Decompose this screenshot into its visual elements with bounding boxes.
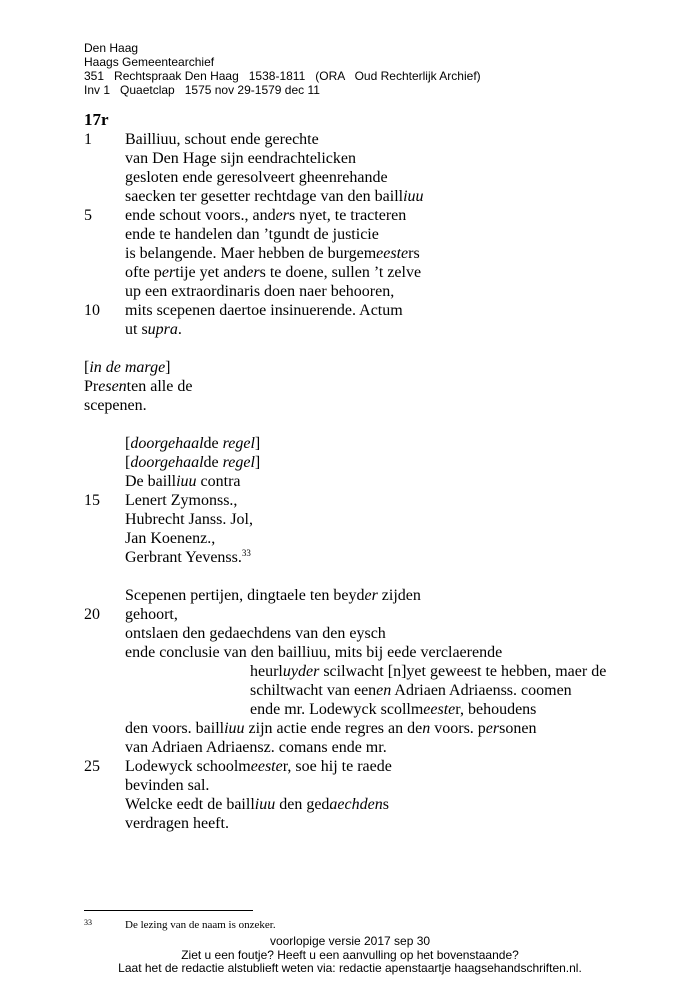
text-segment: de <box>203 454 223 471</box>
transcription-line <box>84 662 664 681</box>
text-segment: gesloten ende geresolveert gheenrehande <box>125 169 388 186</box>
text-segment: van Den Hage sijn eendrachtelicken <box>125 150 357 167</box>
blank-line <box>84 415 664 434</box>
line-text <box>84 377 192 396</box>
text-segment: s nyet, te tracteren <box>288 207 407 224</box>
line-number: 10 <box>84 302 100 319</box>
expanded-abbreviation: n <box>422 720 431 737</box>
text-segment: ten alle de <box>126 378 193 395</box>
transcription-line <box>84 263 664 282</box>
text-segment: zijn actie ende regres an de <box>244 720 423 737</box>
text-segment: scepenen. <box>84 397 147 414</box>
line-text <box>125 776 209 795</box>
expanded-abbreviation: er <box>364 587 378 604</box>
line-number: 20 <box>84 606 100 623</box>
text-segment: verdragen heeft. <box>125 815 229 832</box>
transcription-line <box>84 149 664 168</box>
line-text <box>125 263 421 282</box>
text-segment: [ <box>84 359 90 376</box>
expanded-abbreviation: iuu <box>176 473 197 490</box>
text-segment: bevinden sal. <box>125 777 210 794</box>
line-text <box>125 643 502 662</box>
text-segment: Lenert Zymonss., <box>125 492 238 509</box>
text-segment: ofte p <box>125 264 162 281</box>
text-segment: Jan Koenenz., <box>125 530 216 547</box>
text-segment: sonen <box>499 720 537 737</box>
text-segment: den voors. baill <box>125 720 225 737</box>
expanded-abbreviation: er <box>485 720 500 737</box>
transcription-line <box>84 301 664 320</box>
line-number: 15 <box>84 492 100 509</box>
transcription-line <box>84 548 664 567</box>
text-segment: Lodewyck schoolm <box>125 758 251 775</box>
line-text <box>125 282 394 301</box>
line-text <box>125 510 253 529</box>
expanded-abbreviation: en <box>376 682 392 699</box>
transcription-line <box>84 130 664 149</box>
text-segment: Welcke eedt de baill <box>125 796 255 813</box>
transcription-line <box>84 434 664 453</box>
text-segment: voors. p <box>430 720 486 737</box>
transcription-line <box>84 396 664 415</box>
line-text <box>125 130 319 149</box>
expanded-abbreviation: uyder <box>282 663 320 680</box>
text-segment: scilwacht [n]yet geweest te hebben, maer de <box>319 663 607 680</box>
line-text <box>125 719 536 738</box>
transcription-line <box>84 244 664 263</box>
line-text <box>84 358 171 377</box>
transcription-body <box>84 130 664 833</box>
transcription-line <box>84 206 664 225</box>
line-text <box>125 320 182 339</box>
line-text <box>250 700 536 719</box>
line-text <box>125 225 379 244</box>
blank-line <box>84 567 664 586</box>
transcription-line <box>84 738 664 757</box>
expanded-abbreviation: er <box>275 207 289 224</box>
text-segment: ] <box>165 359 171 376</box>
text-segment: saecken ter gesetter rechtdage van den baill <box>125 188 404 205</box>
line-text <box>125 491 237 510</box>
line-number: 25 <box>84 758 100 775</box>
expanded-abbreviation: doorgehaal <box>130 454 204 471</box>
text-segment: . <box>177 321 182 338</box>
footnote-text: De lezing van de naam is onzeker. <box>125 919 276 931</box>
header-line-city: Den Haag <box>84 41 139 55</box>
text-segment: De baill <box>125 473 177 490</box>
line-text <box>125 814 229 833</box>
transcription-line <box>84 719 664 738</box>
transcription-line <box>84 643 664 662</box>
text-segment: zijden <box>377 587 421 604</box>
footer-version: voorlopige versie 2017 sep 30 <box>269 934 431 948</box>
expanded-abbreviation: eeste <box>376 245 409 262</box>
text-segment: ende mr. Lodewyck scollm <box>250 701 424 718</box>
archive-header <box>84 41 481 97</box>
expanded-abbreviation: eeste <box>423 701 456 718</box>
text-segment: Gerbrant Yevenss. <box>125 549 242 566</box>
expanded-abbreviation: iuu <box>254 796 276 813</box>
text-segment: ende conclusie van den bailliuu, mits bij eede verclaerende <box>125 644 503 661</box>
text-segment: mits scepenen daertoe insinuerende. Actum <box>125 302 403 319</box>
text-segment: contra <box>196 473 241 490</box>
line-text <box>125 529 215 548</box>
text-segment: Adriaen Adriaenss. coomen <box>391 682 572 699</box>
text-segment: s <box>382 796 389 813</box>
expanded-abbreviation: regel <box>222 454 255 471</box>
line-text <box>125 795 389 814</box>
text-segment: is belangende. Maer hebben de burgem <box>125 245 377 262</box>
text-segment: Bailliuu, schout ende gerechte <box>125 131 319 148</box>
transcription-line <box>84 605 664 624</box>
expanded-abbreviation: in de marge <box>89 359 166 376</box>
text-segment: [ <box>125 435 131 452</box>
line-text <box>125 434 260 453</box>
transcription-line <box>84 814 664 833</box>
transcription-line <box>84 377 664 396</box>
expanded-abbreviation: er <box>161 264 176 281</box>
transcription-line <box>84 529 664 548</box>
expanded-abbreviation: doorgehaal <box>130 435 204 452</box>
line-number: 1 <box>84 131 92 148</box>
transcription-line <box>84 453 664 472</box>
line-text <box>125 624 386 643</box>
text-segment: rs <box>408 245 420 262</box>
line-text <box>125 149 356 168</box>
text-segment: van Adriaen Adriaensz. comans ende mr. <box>125 739 387 756</box>
line-text <box>125 738 387 757</box>
line-text <box>125 187 424 206</box>
transcription-line <box>84 757 664 776</box>
line-text <box>125 757 392 776</box>
expanded-abbreviation: iuu <box>224 720 245 737</box>
line-text <box>125 586 421 605</box>
line-text <box>125 472 241 491</box>
text-segment: ontslaen den gedaechdens van den eysch <box>125 625 386 642</box>
text-segment: up een extraordinaris doen naer behooren, <box>125 283 395 300</box>
header-line-collection: 351 Rechtspraak Den Haag 1538-1811 (ORA Oud Rechterlijk Archief) <box>84 69 481 83</box>
folio-number: 17r <box>84 110 109 129</box>
transcription-line <box>84 681 664 700</box>
text-segment: ende te handelen dan ’tgundt de justicie <box>125 226 379 243</box>
line-text <box>84 396 147 415</box>
footnote-separator <box>84 910 253 911</box>
expanded-abbreviation: eeste <box>250 758 283 775</box>
footnote-reference: 33 <box>241 548 251 558</box>
footnote-mark: 33 <box>84 918 92 927</box>
footer-question: Ziet u een foutje? Heeft u een aanvulling op het bovenstaande? <box>181 947 519 962</box>
line-text <box>125 168 388 187</box>
text-segment: de <box>203 435 223 452</box>
expanded-abbreviation: aechden <box>329 796 383 813</box>
transcription-line <box>84 472 664 491</box>
line-text <box>125 206 406 225</box>
expanded-abbreviation: er <box>246 264 260 281</box>
header-line-archive: Haags Gemeentearchief <box>84 55 215 69</box>
expanded-abbreviation: esen <box>98 378 127 395</box>
text-segment: heurl <box>250 663 283 680</box>
text-segment: ] <box>254 454 261 471</box>
transcription-line <box>84 795 664 814</box>
text-segment: ende schout voors., and <box>125 207 276 224</box>
text-segment: Pr <box>84 378 99 395</box>
footer-contact: Laat het de redactie alstublieft weten via: redactie apenstaartje haagsehandschriften.nl. <box>118 961 582 975</box>
page-footer <box>0 935 700 976</box>
blank-line <box>84 339 664 358</box>
transcription-line <box>84 168 664 187</box>
transcription-line <box>84 700 664 719</box>
text-segment: ] <box>254 435 261 452</box>
line-text <box>125 548 251 567</box>
line-text <box>125 453 260 472</box>
line-text <box>250 681 572 700</box>
transcription-line <box>84 510 664 529</box>
transcription-line <box>84 491 664 510</box>
transcription-line <box>84 776 664 795</box>
text-segment: tije yet and <box>175 264 247 281</box>
transcription-line <box>84 586 664 605</box>
line-text <box>125 605 178 624</box>
transcription-line <box>84 282 664 301</box>
text-segment: [ <box>125 454 131 471</box>
expanded-abbreviation: iuu <box>403 188 424 205</box>
line-number: 5 <box>84 207 92 224</box>
line-text <box>250 662 606 681</box>
text-segment: Scepenen pertijen, dingtaele ten beyd <box>125 587 365 604</box>
transcription-line <box>84 225 664 244</box>
text-segment: s te doene, sullen ’t zelve <box>259 264 422 281</box>
text-segment: r, soe hij te raede <box>282 758 392 775</box>
transcription-line <box>84 320 664 339</box>
transcription-line <box>84 358 664 377</box>
text-segment: r, behoudens <box>455 701 537 718</box>
line-text <box>125 244 420 263</box>
text-segment: schiltwacht van een <box>250 682 377 699</box>
line-text <box>125 301 403 320</box>
transcription-line <box>84 187 664 206</box>
text-segment: ut s <box>125 321 148 338</box>
text-segment: den ged <box>275 796 330 813</box>
header-line-inventory: Inv 1 Quaetclap 1575 nov 29-1579 dec 11 <box>84 83 320 97</box>
transcription-line <box>84 624 664 643</box>
expanded-abbreviation: regel <box>222 435 255 452</box>
text-segment: Hubrecht Janss. Jol, <box>125 511 253 528</box>
text-segment: gehoort, <box>125 606 178 623</box>
expanded-abbreviation: upra <box>147 321 178 338</box>
